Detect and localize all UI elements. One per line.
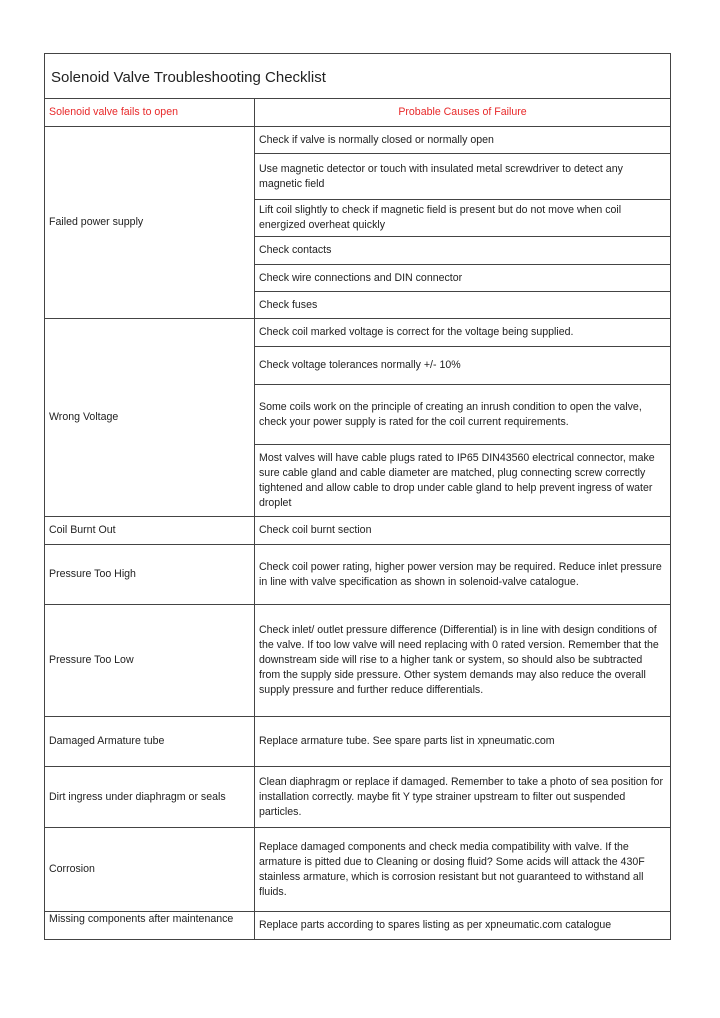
title-row	[45, 54, 671, 99]
check-item: Replace armature tube. See spare parts list in xpneumatic.com	[255, 717, 671, 767]
table-row	[45, 912, 671, 940]
check-item: Check fuses	[255, 292, 671, 319]
check-item: Check voltage tolerances normally +/- 10%	[255, 347, 671, 385]
check-item: Lift coil slightly to check if magnetic field is present but do not move when coil energized overheat quickly	[255, 200, 671, 237]
cause-coil-burnt-out: Coil Burnt Out	[45, 517, 255, 545]
cause-damaged-armature-tube: Damaged Armature tube	[45, 717, 255, 767]
check-item: Check coil marked voltage is correct for the voltage being supplied.	[255, 319, 671, 347]
check-item: Check contacts	[255, 237, 671, 265]
cause-pressure-too-high: Pressure Too High	[45, 545, 255, 605]
table-row	[45, 605, 671, 717]
check-item: Most valves will have cable plugs rated to IP65 DIN43560 electrical connector, make sure cable gland and cable diameter are matched, plug connecting screw correctly tightened and allow cable to drop under cable gland to help prevent ingress of water droplet	[255, 445, 671, 517]
table-row	[45, 319, 671, 347]
cause-failed-power-supply: Failed power supply	[45, 127, 255, 319]
troubleshooting-table	[44, 53, 671, 940]
check-item: Replace damaged components and check media compatibility with valve. If the armature is pitted due to Cleaning or dosing fluid? Some acids will attack the 430F stainless armature, which is corrosion resistant but not guaranteed to withstand all fluids.	[255, 828, 671, 912]
cause-wrong-voltage: Wrong Voltage	[45, 319, 255, 517]
cause-missing-components: Missing components after maintenance	[45, 912, 255, 940]
document-title: Solenoid Valve Troubleshooting Checklist	[45, 54, 671, 99]
check-item: Replace parts according to spares listing as per xpneumatic.com catalogue	[255, 912, 671, 940]
table-row	[45, 127, 671, 154]
table-row	[45, 767, 671, 828]
table-row	[45, 545, 671, 605]
cause-pressure-too-low: Pressure Too Low	[45, 605, 255, 717]
header-causes: Probable Causes of Failure	[255, 99, 671, 127]
check-item: Use magnetic detector or touch with insulated metal screwdriver to detect any magnetic field	[255, 154, 671, 200]
cause-corrosion: Corrosion	[45, 828, 255, 912]
header-row	[45, 99, 671, 127]
check-item: Clean diaphragm or replace if damaged. Remember to take a photo of sea position for installation correctly. maybe fit Y type strainer upstream to filter out suspended particles.	[255, 767, 671, 828]
check-item: Some coils work on the principle of creating an inrush condition to open the valve, check your power supply is rated for the coil current requirements.	[255, 385, 671, 445]
check-item: Check if valve is normally closed or normally open	[255, 127, 671, 154]
header-symptom: Solenoid valve fails to open	[45, 99, 255, 127]
table-row	[45, 717, 671, 767]
check-item: Check wire connections and DIN connector	[255, 265, 671, 292]
check-item: Check coil burnt section	[255, 517, 671, 545]
cause-dirt-ingress: Dirt ingress under diaphragm or seals	[45, 767, 255, 828]
check-item: Check inlet/ outlet pressure difference (Differential) is in line with design conditions of the valve. If too low valve will need replacing with 0 rated version. Remember that the downstream side will rise to a higher tank or system, so should also be subtracted from the supply side pressure. Other system demands may also reduce the overall supply pressure and further reduce differentials.	[255, 605, 671, 717]
table-row	[45, 828, 671, 912]
check-item: Check coil power rating, higher power version may be required. Reduce inlet pressure in line with valve specification as shown in solenoid-valve catalogue.	[255, 545, 671, 605]
table-row	[45, 517, 671, 545]
